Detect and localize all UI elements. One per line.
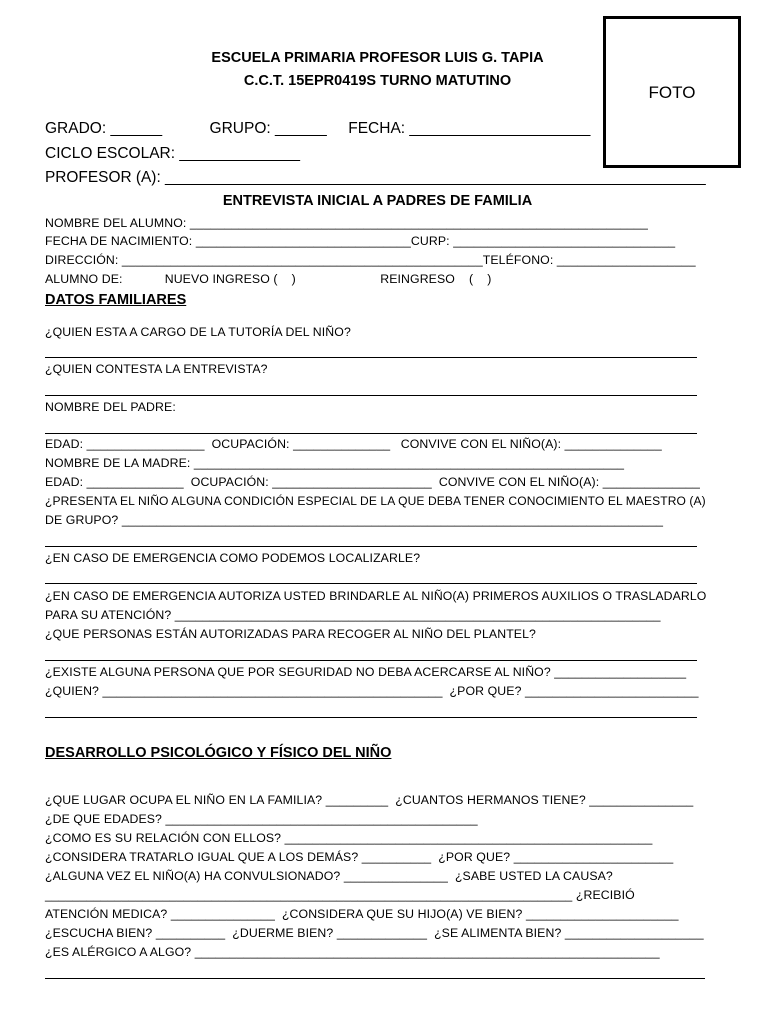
answer-line [45,546,697,547]
question-medical-vision: ATENCIÓN MEDICA? _______________ ¿CONSIDERA QUE SU HIJO(A) VE BIEN? ______________________ [45,907,679,921]
family-section-title: DATOS FAMILIARES [45,292,187,308]
photo-label: FOTO [648,83,696,102]
question-equal-treatment: ¿CONSIDERA TRATARLO IGUAL QUE A LOS DEMÁS? __________ ¿POR QUE? _______________________ [45,850,674,864]
question-first-aid-cont: PARA SU ATENCIÓN? ______________________________________________________________________ [45,608,661,622]
question-seizure: ¿ALGUNA VEZ EL NIÑO(A) HA CONVULSIONADO? _______________ ¿SABE USTED LA CAUSA? [45,869,613,883]
answer-line [45,978,705,979]
mother-name-line: NOMBRE DE LA MADRE: ______________________________________________________________ [45,456,625,470]
school-year-line: CICLO ESCOLAR: ______________ [45,145,301,162]
answer-line [45,357,697,358]
question-emergency-contact: ¿EN CASO DE EMERGENCIA COMO PODEMOS LOCALIZARLE? [45,551,421,565]
teacher-line: PROFESOR (A): _______________________________________________________________ [45,169,706,186]
answer-line [45,717,697,718]
question-siblings: ¿QUE LUGAR OCUPA EL NIÑO EN LA FAMILIA? _________ ¿CUANTOS HERMANOS TIENE? _______________ [45,793,694,807]
question-relationship: ¿COMO ES SU RELACIÓN CON ELLOS? _____________________________________________________ [45,831,653,845]
question-hearing-sleep-eating: ¿ESCUCHA BIEN? __________ ¿DUERME BIEN? _____________ ¿SE ALIMENTA BIEN? ____________________ [45,926,704,940]
answer-line [45,660,697,661]
student-type-line: ALUMNO DE: NUEVO INGRESO ( ) REINGRESO ( ) [45,272,492,286]
question-who-why: ¿QUIEN? _________________________________________________ ¿POR QUE? _________________________ [45,684,699,698]
school-name: ESCUELA PRIMARIA PROFESOR LUIS G. TAPIA [211,50,544,66]
form-title: ENTREVISTA INICIAL A PADRES DE FAMILIA [222,193,533,209]
photo-box [603,16,741,168]
grade-group-date-line: GRADO: ______ GRUPO: ______ FECHA: _____________________ [45,120,591,137]
question-allergy: ¿ES ALÉRGICO A ALGO? ___________________________________________________________________ [45,945,660,959]
question-interviewee: ¿QUIEN CONTESTA LA ENTREVISTA? [45,362,268,376]
development-section-title: DESARROLLO PSICOLÓGICO Y FÍSICO DEL NIÑO [45,745,392,761]
school-cct: C.C.T. 15EPR0419S TURNO MATUTINO [243,73,512,89]
student-name-line: NOMBRE DEL ALUMNO: __________________________________________________________________ [45,216,648,230]
question-seizure-answer-line: ____________________________________________________________________________ ¿RECIBIÓ [45,888,635,902]
answer-line [45,433,697,434]
question-special-condition: ¿PRESENTA EL NIÑO ALGUNA CONDICIÓN ESPECIAL DE LA QUE DEBA TENER CONOCIMIENTO EL MAESTRO (A) [45,494,706,508]
question-pickup: ¿QUE PERSONAS ESTÁN AUTORIZADAS PARA RECOGER AL NIÑO DEL PLANTEL? [45,627,536,641]
father-name-label: NOMBRE DEL PADRE: [45,400,176,414]
question-first-aid: ¿EN CASO DE EMERGENCIA AUTORIZA USTED BRINDARLE AL NIÑO(A) PRIMEROS AUXILIOS O TRASLADARLO [45,589,707,603]
question-tutor: ¿QUIEN ESTA A CARGO DE LA TUTORÍA DEL NIÑO? [45,325,351,339]
question-sibling-ages: ¿DE QUE EDADES? _____________________________________________ [45,812,478,826]
birth-curp-line: FECHA DE NACIMIENTO: _______________________________CURP: ________________________________ [45,234,676,248]
question-special-condition-cont: DE GRUPO? ______________________________________________________________________________ [45,513,664,527]
question-restricted-person: ¿EXISTE ALGUNA PERSONA QUE POR SEGURIDAD NO DEBA ACERCARSE AL NIÑO? ___________________ [45,665,687,679]
mother-details-line: EDAD: ______________ OCUPACIÓN: _______________________ CONVIVE CON EL NIÑO(A): ______________ [45,475,700,489]
address-phone-line: DIRECCIÓN: ____________________________________________________TELÉFONO: ____________________ [45,253,696,267]
answer-line [45,583,697,584]
answer-line [45,395,697,396]
father-details-line: EDAD: _________________ OCUPACIÓN: ______________ CONVIVE CON EL NIÑO(A): ______________ [45,437,662,451]
